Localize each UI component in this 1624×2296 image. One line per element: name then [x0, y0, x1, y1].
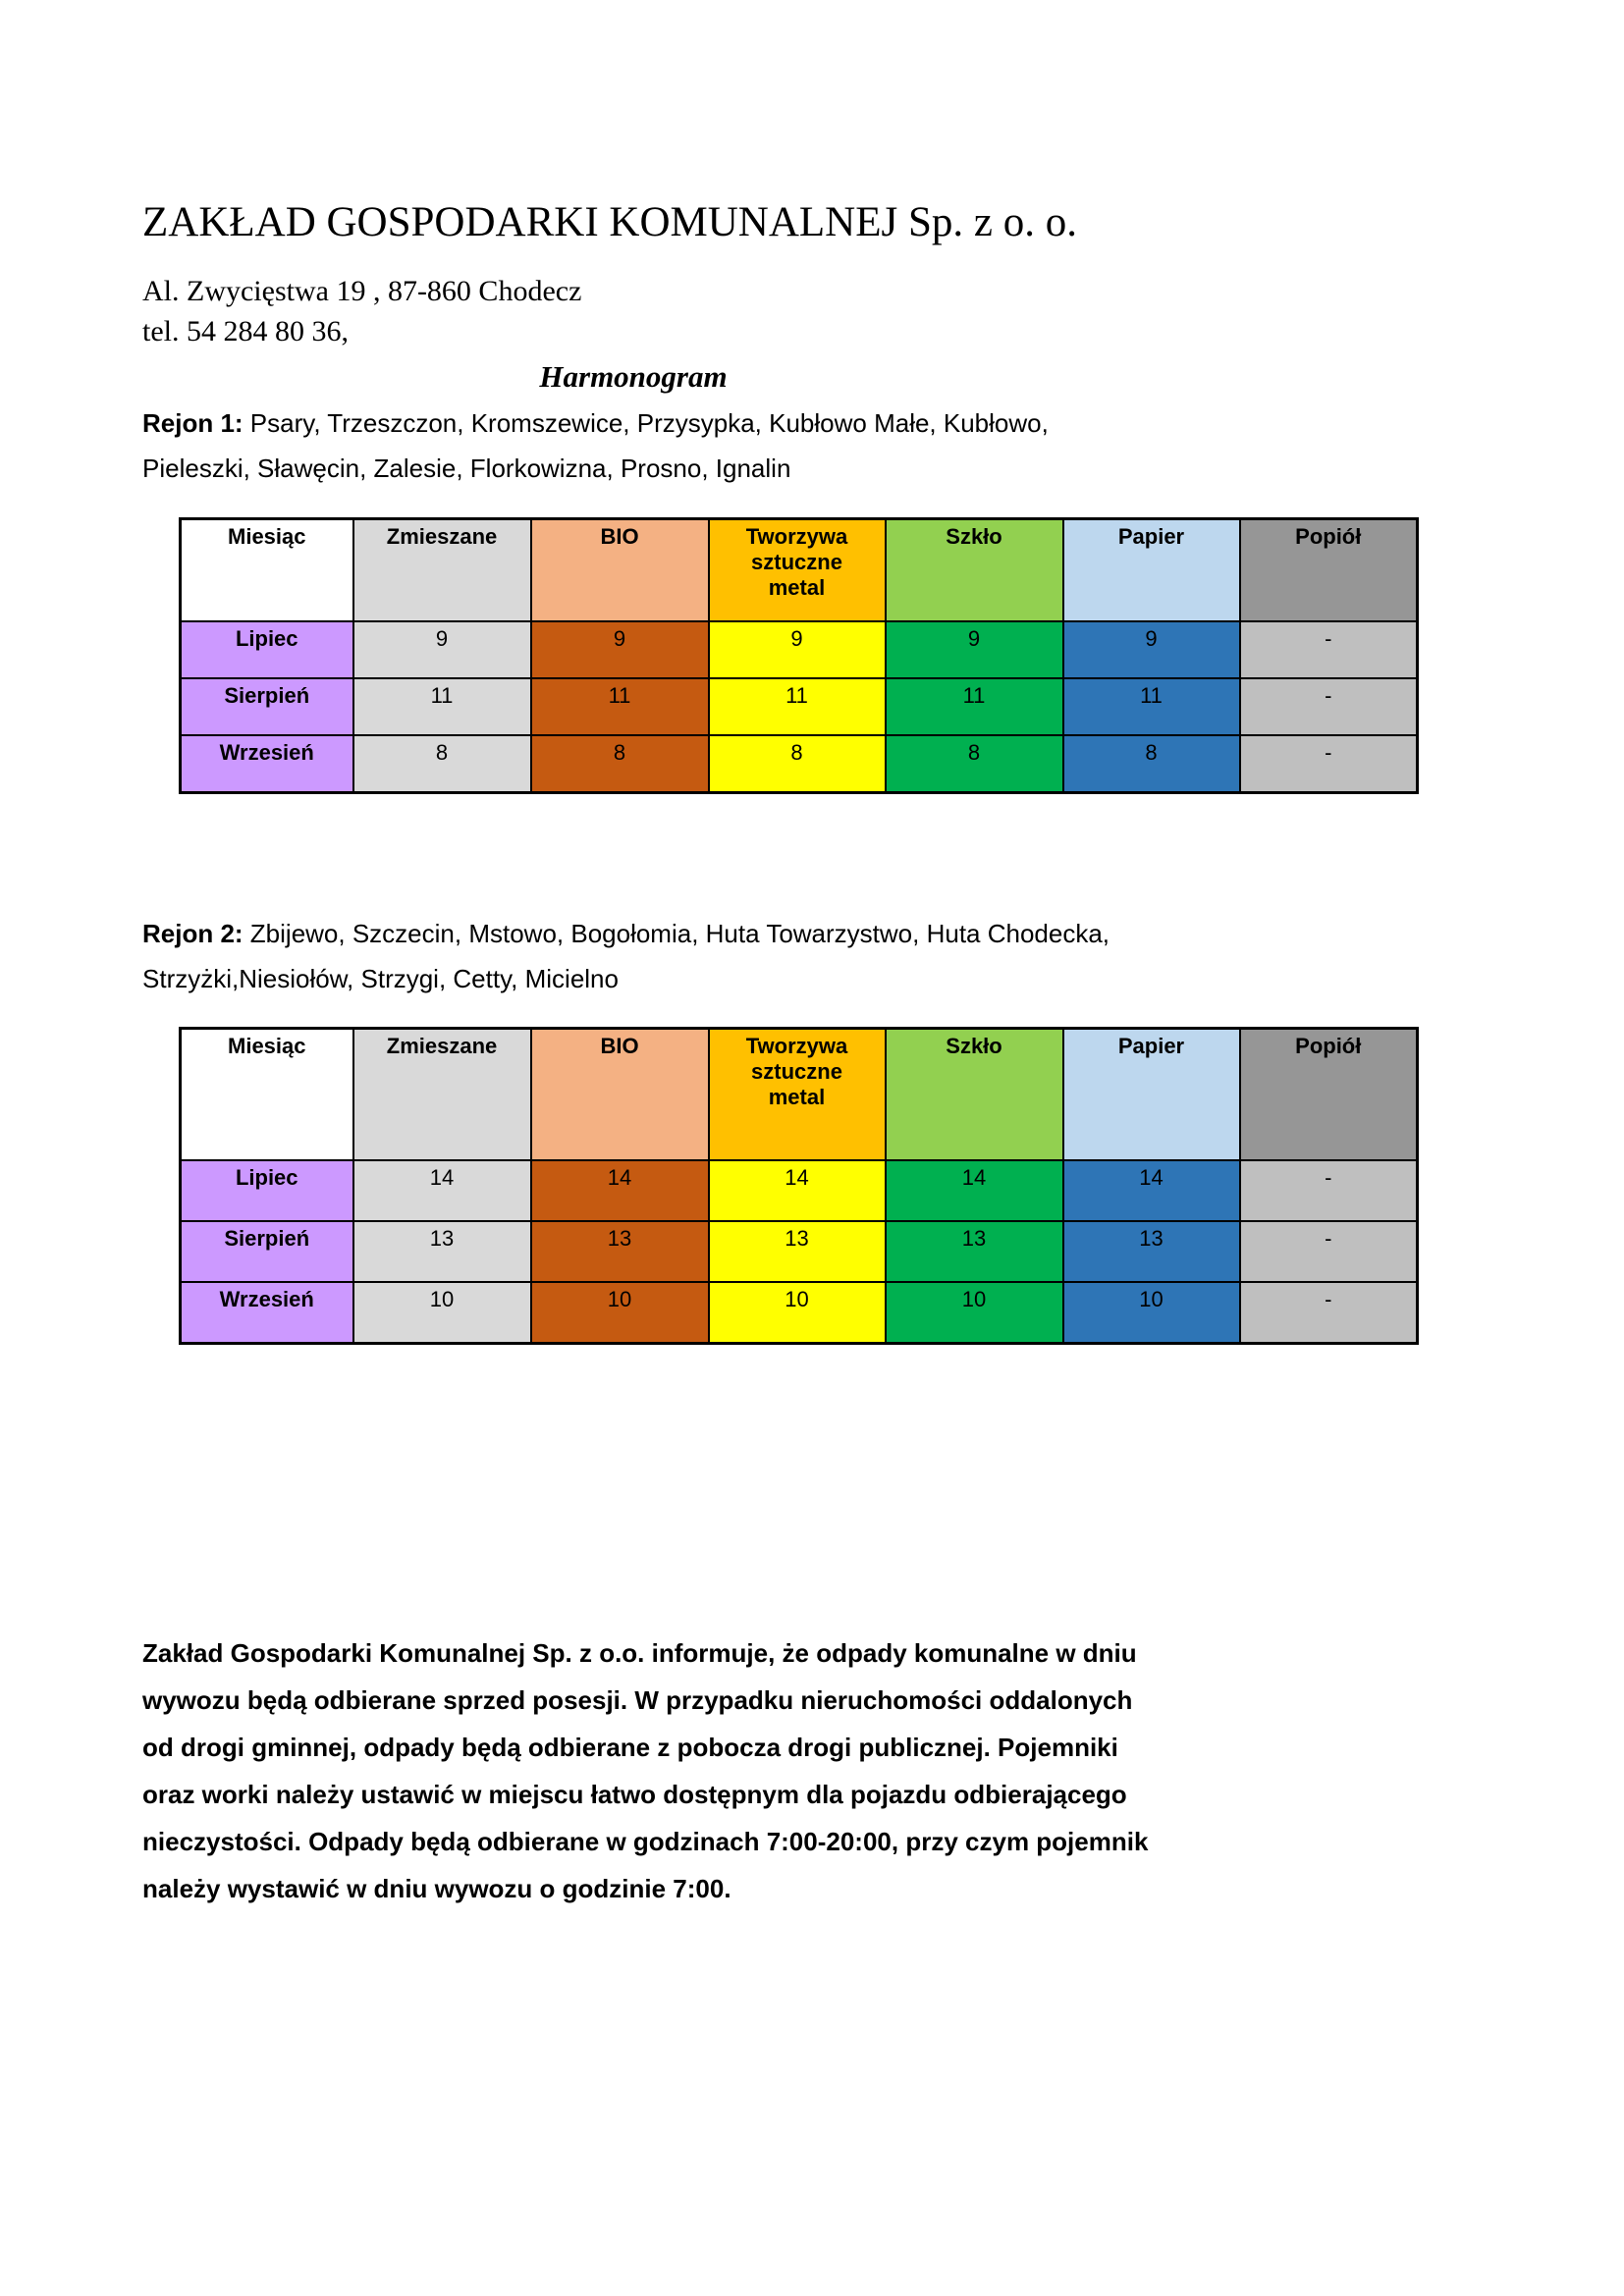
phone-line: tel. 54 284 80 36, — [142, 315, 349, 347]
section-heading: Harmonogram — [539, 359, 728, 394]
column-header-tworzywa — [709, 1029, 886, 1161]
column-header-bio: BIO — [531, 1029, 709, 1161]
value-cell-popiol: - — [1240, 1221, 1418, 1282]
value-cell-papier: 10 — [1063, 1282, 1240, 1344]
footer-line: należy wystawić w dniu wywozu o godzinie 7:00. — [142, 1874, 731, 1903]
address-line: Al. Zwycięstwa 19 , 87-860 Chodecz — [142, 275, 582, 307]
value-cell-tworzywa: 9 — [709, 621, 886, 678]
value-cell-popiol: - — [1240, 735, 1418, 793]
column-header-miesiac: Miesiąc — [181, 1029, 353, 1161]
schedule-table-region-1 — [179, 517, 1419, 794]
column-header-miesiac: Miesiąc — [181, 519, 353, 622]
schedule-table-region-2 — [179, 1027, 1419, 1345]
table-header-row — [181, 519, 1418, 622]
value-cell-szklo: 9 — [886, 621, 1063, 678]
column-header-tworzywa-text: Tworzywa sztuczne metal — [745, 1034, 848, 1109]
region-1-line-1 — [142, 400, 1164, 446]
month-cell: Wrzesień — [181, 735, 353, 793]
month-cell: Lipiec — [181, 621, 353, 678]
footer-line: Zakład Gospodarki Komunalnej Sp. z o.o. informuje, że odpady komunalne w dniu — [142, 1638, 1137, 1668]
value-cell-tworzywa: 14 — [709, 1160, 886, 1221]
column-header-tworzywa-text: Tworzywa sztuczne metal — [745, 524, 848, 600]
footer-line: oraz worki należy ustawić w miejscu łatwo dostępnym dla pojazdu odbierającego — [142, 1780, 1127, 1809]
value-cell-papier: 13 — [1063, 1221, 1240, 1282]
value-cell-bio: 11 — [531, 678, 709, 735]
month-cell: Lipiec — [181, 1160, 353, 1221]
column-header-bio: BIO — [531, 519, 709, 622]
value-cell-szklo: 10 — [886, 1282, 1063, 1344]
footer-line: od drogi gminnej, odpady będą odbierane z pobocza drogi publicznej. Pojemniki — [142, 1733, 1118, 1762]
value-cell-zmieszane: 10 — [353, 1282, 531, 1344]
page-title: ZAKŁAD GOSPODARKI KOMUNALNEJ Sp. z o. o. — [142, 199, 1077, 245]
column-header-szklo: Szkło — [886, 1029, 1063, 1161]
column-header-papier: Papier — [1063, 1029, 1240, 1161]
column-header-popiol: Popiół — [1240, 519, 1418, 622]
region-1-villages-2: Pieleszki, Sławęcin, Zalesie, Florkowizna, Prosno, Ignalin — [142, 454, 791, 483]
value-cell-szklo: 13 — [886, 1221, 1063, 1282]
value-cell-bio: 10 — [531, 1282, 709, 1344]
value-cell-papier: 9 — [1063, 621, 1240, 678]
month-cell: Sierpień — [181, 678, 353, 735]
table-row-lipiec — [181, 1160, 1418, 1221]
column-header-tworzywa — [709, 519, 886, 622]
table-row-sierpien — [181, 1221, 1418, 1282]
value-cell-szklo: 8 — [886, 735, 1063, 793]
value-cell-popiol: - — [1240, 1160, 1418, 1221]
region-2-villages-1: Zbijewo, Szczecin, Mstowo, Bogołomia, Huta Towarzystwo, Huta Chodecka, — [243, 919, 1110, 948]
value-cell-papier: 14 — [1063, 1160, 1240, 1221]
value-cell-bio: 9 — [531, 621, 709, 678]
table-row-sierpien — [181, 678, 1418, 735]
value-cell-zmieszane: 8 — [353, 735, 531, 793]
column-header-zmieszane: Zmieszane — [353, 1029, 531, 1161]
footer-line: wywozu będą odbierane sprzed posesji. W przypadku nieruchomości oddalonych — [142, 1685, 1133, 1715]
value-cell-tworzywa: 13 — [709, 1221, 886, 1282]
value-cell-bio: 13 — [531, 1221, 709, 1282]
month-cell: Wrzesień — [181, 1282, 353, 1344]
value-cell-papier: 8 — [1063, 735, 1240, 793]
region-1-label: Rejon 1: — [142, 408, 244, 438]
footer-line: nieczystości. Odpady będą odbierane w godzinach 7:00-20:00, przy czym pojemnik — [142, 1827, 1149, 1856]
value-cell-papier: 11 — [1063, 678, 1240, 735]
column-header-zmieszane: Zmieszane — [353, 519, 531, 622]
value-cell-tworzywa: 11 — [709, 678, 886, 735]
value-cell-szklo: 14 — [886, 1160, 1063, 1221]
value-cell-zmieszane: 11 — [353, 678, 531, 735]
value-cell-zmieszane: 13 — [353, 1221, 531, 1282]
value-cell-popiol: - — [1240, 621, 1418, 678]
company-address-block — [142, 271, 581, 351]
column-header-szklo: Szkło — [886, 519, 1063, 622]
value-cell-tworzywa: 10 — [709, 1282, 886, 1344]
table-row-lipiec — [181, 621, 1418, 678]
table-row-wrzesien — [181, 1282, 1418, 1344]
value-cell-szklo: 11 — [886, 678, 1063, 735]
value-cell-bio: 8 — [531, 735, 709, 793]
value-cell-zmieszane: 14 — [353, 1160, 531, 1221]
region-2-label: Rejon 2: — [142, 919, 244, 948]
region-2-paragraph — [142, 911, 1164, 1001]
month-cell: Sierpień — [181, 1221, 353, 1282]
column-header-papier: Papier — [1063, 519, 1240, 622]
region-2-line-1 — [142, 911, 1164, 956]
region-1-villages-1: Psary, Trzeszczon, Kromszewice, Przysypka, Kubłowo Małe, Kubłowo, — [243, 408, 1049, 438]
value-cell-zmieszane: 9 — [353, 621, 531, 678]
table-header-row — [181, 1029, 1418, 1161]
column-header-popiol: Popiół — [1240, 1029, 1418, 1161]
region-1-paragraph — [142, 400, 1164, 491]
region-2-villages-2: Strzyżki,Niesiołów, Strzygi, Cetty, Micielno — [142, 964, 619, 993]
value-cell-tworzywa: 8 — [709, 735, 886, 793]
footer-note — [142, 1629, 1222, 1912]
value-cell-bio: 14 — [531, 1160, 709, 1221]
value-cell-popiol: - — [1240, 1282, 1418, 1344]
value-cell-popiol: - — [1240, 678, 1418, 735]
table-row-wrzesien — [181, 735, 1418, 793]
